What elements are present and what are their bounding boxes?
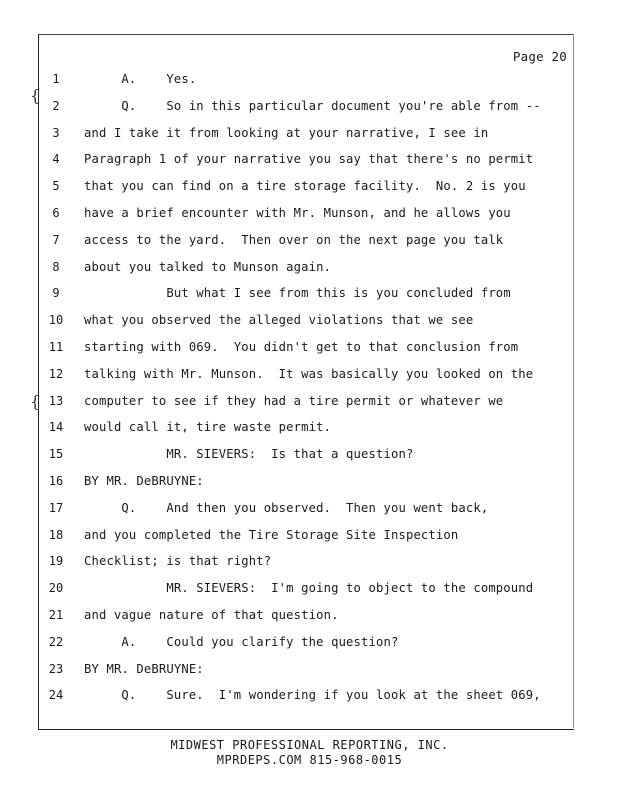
- line-number: 5: [52, 179, 60, 194]
- line-number: 15: [48, 447, 64, 462]
- transcript-line: [0, 579, 619, 597]
- line-number: 1: [52, 72, 60, 86]
- page-number: Page 20: [512, 49, 567, 64]
- transcript-line: [0, 660, 619, 678]
- transcript-line: [0, 633, 619, 651]
- line-number: 4: [52, 152, 60, 167]
- transcript-line: [0, 150, 619, 168]
- transcript-line: [0, 606, 619, 624]
- line-text: Q. Sure. I'm wondering if you look at the sheet 069,: [84, 688, 541, 703]
- transcript-line: [0, 204, 619, 222]
- line-number: 21: [48, 608, 64, 622]
- transcript-line: [0, 124, 619, 142]
- transcript-line: [0, 231, 619, 249]
- line-text: But what I see from this is you concluded from: [84, 286, 511, 301]
- transcript-line: [0, 472, 619, 490]
- line-number: 3: [52, 125, 60, 140]
- transcript-line: [0, 70, 619, 88]
- line-text: that you can find on a tire storage facility. No. 2 is you: [84, 179, 526, 194]
- transcript-line: [0, 552, 619, 570]
- line-number: 16: [48, 474, 64, 488]
- line-text: access to the yard. Then over on the next page you talk: [84, 232, 504, 247]
- footer-contact: MPRDEPS.COM 815-968-0015: [216, 753, 403, 767]
- line-text: and I take it from looking at your narrative, I see in: [84, 125, 489, 140]
- line-number: 6: [52, 206, 60, 220]
- transcript-line: [0, 526, 619, 544]
- transcript-line: [0, 177, 619, 195]
- transcript-line: [0, 686, 619, 704]
- line-text: Q. So in this particular document you're able from --: [84, 98, 541, 113]
- transcript-line: [0, 97, 619, 115]
- line-text: have a brief encounter with Mr. Munson, and he allows you: [84, 206, 511, 220]
- line-number: 7: [52, 232, 60, 247]
- line-number: 19: [48, 554, 64, 569]
- line-number: 2: [52, 98, 60, 113]
- transcript-line: [0, 445, 619, 463]
- line-text: MR. SIEVERS: Is that a question?: [84, 447, 414, 462]
- line-number: 17: [48, 500, 64, 515]
- line-number: 8: [52, 259, 60, 274]
- line-text: A. Could you clarify the question?: [84, 634, 399, 649]
- line-text: would call it, tire waste permit.: [84, 420, 332, 435]
- line-text: what you observed the alleged violations that we see: [84, 313, 474, 328]
- line-number: 9: [52, 286, 60, 301]
- line-text: Paragraph 1 of your narrative you say that there's no permit: [84, 152, 534, 167]
- transcript-line: [0, 392, 619, 410]
- margin-bracket-mark: {: [30, 86, 41, 105]
- transcript-line: [0, 284, 619, 302]
- transcript-line: [0, 338, 619, 356]
- line-text: Checklist; is that right?: [84, 554, 272, 569]
- line-text: about you talked to Munson again.: [84, 259, 332, 274]
- line-number: 20: [48, 581, 64, 596]
- line-number: 14: [48, 420, 64, 435]
- line-text: A. Yes.: [84, 72, 197, 86]
- line-number: 11: [48, 340, 64, 354]
- line-text: starting with 069. You didn't get to that conclusion from: [84, 340, 519, 354]
- line-number: 22: [48, 634, 64, 649]
- line-number: 18: [48, 527, 64, 542]
- line-text: BY MR. DeBRUYNE:: [84, 474, 204, 488]
- transcript-line: [0, 258, 619, 276]
- line-text: computer to see if they had a tire permit or whatever we: [84, 393, 504, 408]
- line-number: 10: [48, 313, 64, 328]
- line-number: 13: [48, 393, 64, 408]
- transcript-line: [0, 311, 619, 329]
- transcript-line: [0, 499, 619, 517]
- line-text: Q. And then you observed. Then you went back,: [84, 500, 489, 515]
- line-text: and vague nature of that question.: [84, 608, 339, 622]
- line-number: 23: [48, 661, 64, 676]
- line-text: MR. SIEVERS: I'm going to object to the compound: [84, 581, 534, 596]
- footer-company: MIDWEST PROFESSIONAL REPORTING, INC.: [170, 738, 449, 752]
- line-text: BY MR. DeBRUYNE:: [84, 661, 204, 676]
- line-text: and you completed the Tire Storage Site Inspection: [84, 527, 459, 542]
- transcript-line: [0, 418, 619, 436]
- transcript-line: [0, 365, 619, 383]
- line-text: talking with Mr. Munson. It was basically you looked on the: [84, 366, 534, 381]
- line-number: 24: [48, 688, 64, 703]
- line-number: 12: [48, 366, 64, 381]
- margin-bracket-mark: {: [30, 392, 41, 411]
